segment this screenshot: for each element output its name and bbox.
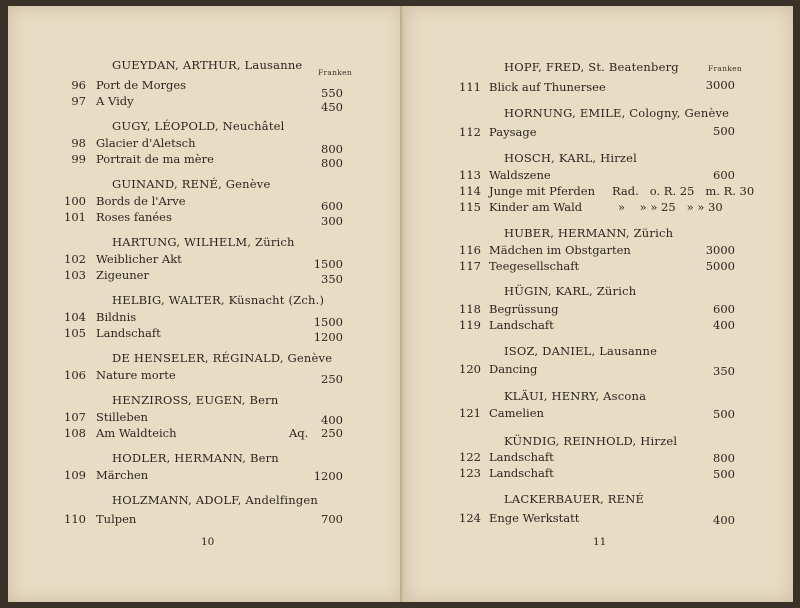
catalog-number: 108 xyxy=(64,426,86,440)
catalog-number: 116 xyxy=(459,243,481,257)
work-title: Kinder am Wald xyxy=(489,200,583,214)
artist-heading: GUGY, LÉOPOLD, Neuchâtel xyxy=(112,119,285,133)
work-price: 800 xyxy=(321,142,343,156)
work-price: 3000 xyxy=(705,243,735,257)
work-title: Roses fanées xyxy=(96,210,172,224)
catalog-number: 121 xyxy=(459,406,481,420)
artist-heading: ISOZ, DANIEL, Lausanne xyxy=(504,344,658,358)
work-price: 400 xyxy=(321,413,343,427)
catalog-number: 112 xyxy=(459,125,481,139)
work-title: Glacier d'Aletsch xyxy=(96,136,196,150)
catalog-number: 100 xyxy=(64,194,86,208)
catalog-number: 102 xyxy=(64,252,86,266)
catalog-number: 98 xyxy=(71,136,86,150)
artist-heading: HÜGIN, KARL, Zürich xyxy=(504,284,637,298)
artist-heading: HUBER, HERMANN, Zürich xyxy=(504,226,674,240)
work-title: Paysage xyxy=(489,125,537,139)
work-title: Landschaft xyxy=(489,466,554,480)
catalog-number: 122 xyxy=(459,450,481,464)
work-title: Junge mit Pferden xyxy=(489,184,595,198)
work-price: 600 xyxy=(713,168,735,182)
catalog-number: 123 xyxy=(459,466,481,480)
work-title: Tulpen xyxy=(96,512,137,526)
artist-heading: HODLER, HERMANN, Bern xyxy=(112,451,279,465)
work-title: Landschaft xyxy=(489,318,554,332)
work-title: Landschaft xyxy=(489,450,554,464)
work-title: Portrait de ma mère xyxy=(96,152,214,166)
work-price: 450 xyxy=(321,100,343,114)
catalog-number: 111 xyxy=(459,80,481,94)
work-price: 600 xyxy=(321,199,343,213)
work-price: 250 xyxy=(321,426,343,440)
work-price: 800 xyxy=(713,451,735,465)
catalog-number: 99 xyxy=(71,152,86,166)
catalog-number: 110 xyxy=(64,512,86,526)
work-price: 500 xyxy=(713,124,735,138)
artist-heading: DE HENSELER, RÉGINALD, Genève xyxy=(112,351,333,365)
work-title: Enge Werkstatt xyxy=(489,511,580,525)
catalog-number: 101 xyxy=(64,210,86,224)
work-price: 400 xyxy=(713,318,735,332)
artist-heading: HARTUNG, WILHELM, Zürich xyxy=(112,235,295,249)
work-title: Begrüssung xyxy=(489,302,559,316)
work-price: 400 xyxy=(713,513,735,527)
work-title: Waldszene xyxy=(489,168,551,182)
work-price: 550 xyxy=(321,86,343,100)
medium-note: Aq. xyxy=(289,426,309,440)
work-price: 1500 xyxy=(313,257,343,271)
work-title: Camelien xyxy=(489,406,544,420)
page-number: 11 xyxy=(593,536,607,548)
catalog-number: 97 xyxy=(71,94,86,108)
work-title: Landschaft xyxy=(96,326,161,340)
artist-heading: HOSCH, KARL, Hirzel xyxy=(504,151,638,165)
right-page xyxy=(405,6,793,602)
work-title: Dancing xyxy=(489,362,538,376)
artist-heading: KÜNDIG, REINHOLD, Hirzel xyxy=(504,434,678,448)
left-page xyxy=(8,6,403,602)
catalog-number: 117 xyxy=(459,259,481,273)
work-price: 300 xyxy=(321,214,343,228)
work-title: Bildnis xyxy=(96,310,137,324)
catalog-number: 113 xyxy=(459,168,481,182)
work-price: 600 xyxy=(713,302,735,316)
medium-price-note: Rad. o. R. 25 m. R. 30 xyxy=(612,184,755,198)
artist-heading: KLÄUI, HENRY, Ascona xyxy=(504,389,647,403)
catalog-number: 119 xyxy=(459,318,481,332)
catalog-number: 114 xyxy=(459,184,481,198)
work-title: Am Waldteich xyxy=(96,426,177,440)
work-price: 500 xyxy=(713,407,735,421)
work-title: Mädchen im Obstgarten xyxy=(489,243,631,257)
page-number: 10 xyxy=(201,536,215,548)
artist-heading: GUINAND, RENÉ, Genève xyxy=(112,177,271,191)
catalog-number: 107 xyxy=(64,410,86,424)
catalog-number: 109 xyxy=(64,468,86,482)
catalog-number: 106 xyxy=(64,368,86,382)
work-title: Blick auf Thunersee xyxy=(489,80,606,94)
work-title: Nature morte xyxy=(96,368,176,382)
medium-price-note: » » » 25 » » 30 xyxy=(618,200,723,214)
artist-heading: HORNUNG, EMILE, Cologny, Genève xyxy=(504,106,730,120)
work-price: 3000 xyxy=(705,78,735,92)
work-price: 350 xyxy=(321,272,343,286)
work-title: Stilleben xyxy=(96,410,148,424)
work-price: 5000 xyxy=(705,259,735,273)
catalog-number: 115 xyxy=(459,200,481,214)
work-price: 1500 xyxy=(313,315,343,329)
artist-heading: HENZIROSS, EUGEN, Bern xyxy=(112,393,279,407)
work-title: Port de Morges xyxy=(96,78,187,92)
artist-heading: HELBIG, WALTER, Küsnacht (Zch.) xyxy=(112,293,325,307)
column-header-franken: Franken xyxy=(318,68,353,77)
catalog-number: 120 xyxy=(459,362,481,376)
catalog-number: 105 xyxy=(64,326,86,340)
catalog-number: 96 xyxy=(71,78,86,92)
work-price: 1200 xyxy=(313,330,343,344)
work-price: 800 xyxy=(321,156,343,170)
work-price: 500 xyxy=(713,467,735,481)
work-title: Teegesellschaft xyxy=(489,259,580,273)
catalog-number: 118 xyxy=(459,302,481,316)
work-title: Bords de l'Arve xyxy=(96,194,186,208)
work-title: A Vidy xyxy=(96,94,134,108)
catalog-number: 124 xyxy=(459,511,481,525)
work-title: Weiblicher Akt xyxy=(96,252,182,266)
work-price: 700 xyxy=(321,512,343,526)
work-title: Märchen xyxy=(96,468,149,482)
catalog-number: 104 xyxy=(64,310,86,324)
work-price: 250 xyxy=(321,372,343,386)
work-price: 350 xyxy=(713,364,735,378)
artist-heading: HOLZMANN, ADOLF, Andelfingen xyxy=(112,493,319,507)
artist-heading: LACKERBAUER, RENÉ xyxy=(504,492,645,506)
column-header-franken: Franken xyxy=(708,64,743,73)
artist-heading: GUEYDAN, ARTHUR, Lausanne xyxy=(112,58,303,72)
work-title: Zigeuner xyxy=(96,268,149,282)
catalog-number: 103 xyxy=(64,268,86,282)
work-price: 1200 xyxy=(313,469,343,483)
artist-heading: HOPF, FRED, St. Beatenberg xyxy=(504,60,679,74)
